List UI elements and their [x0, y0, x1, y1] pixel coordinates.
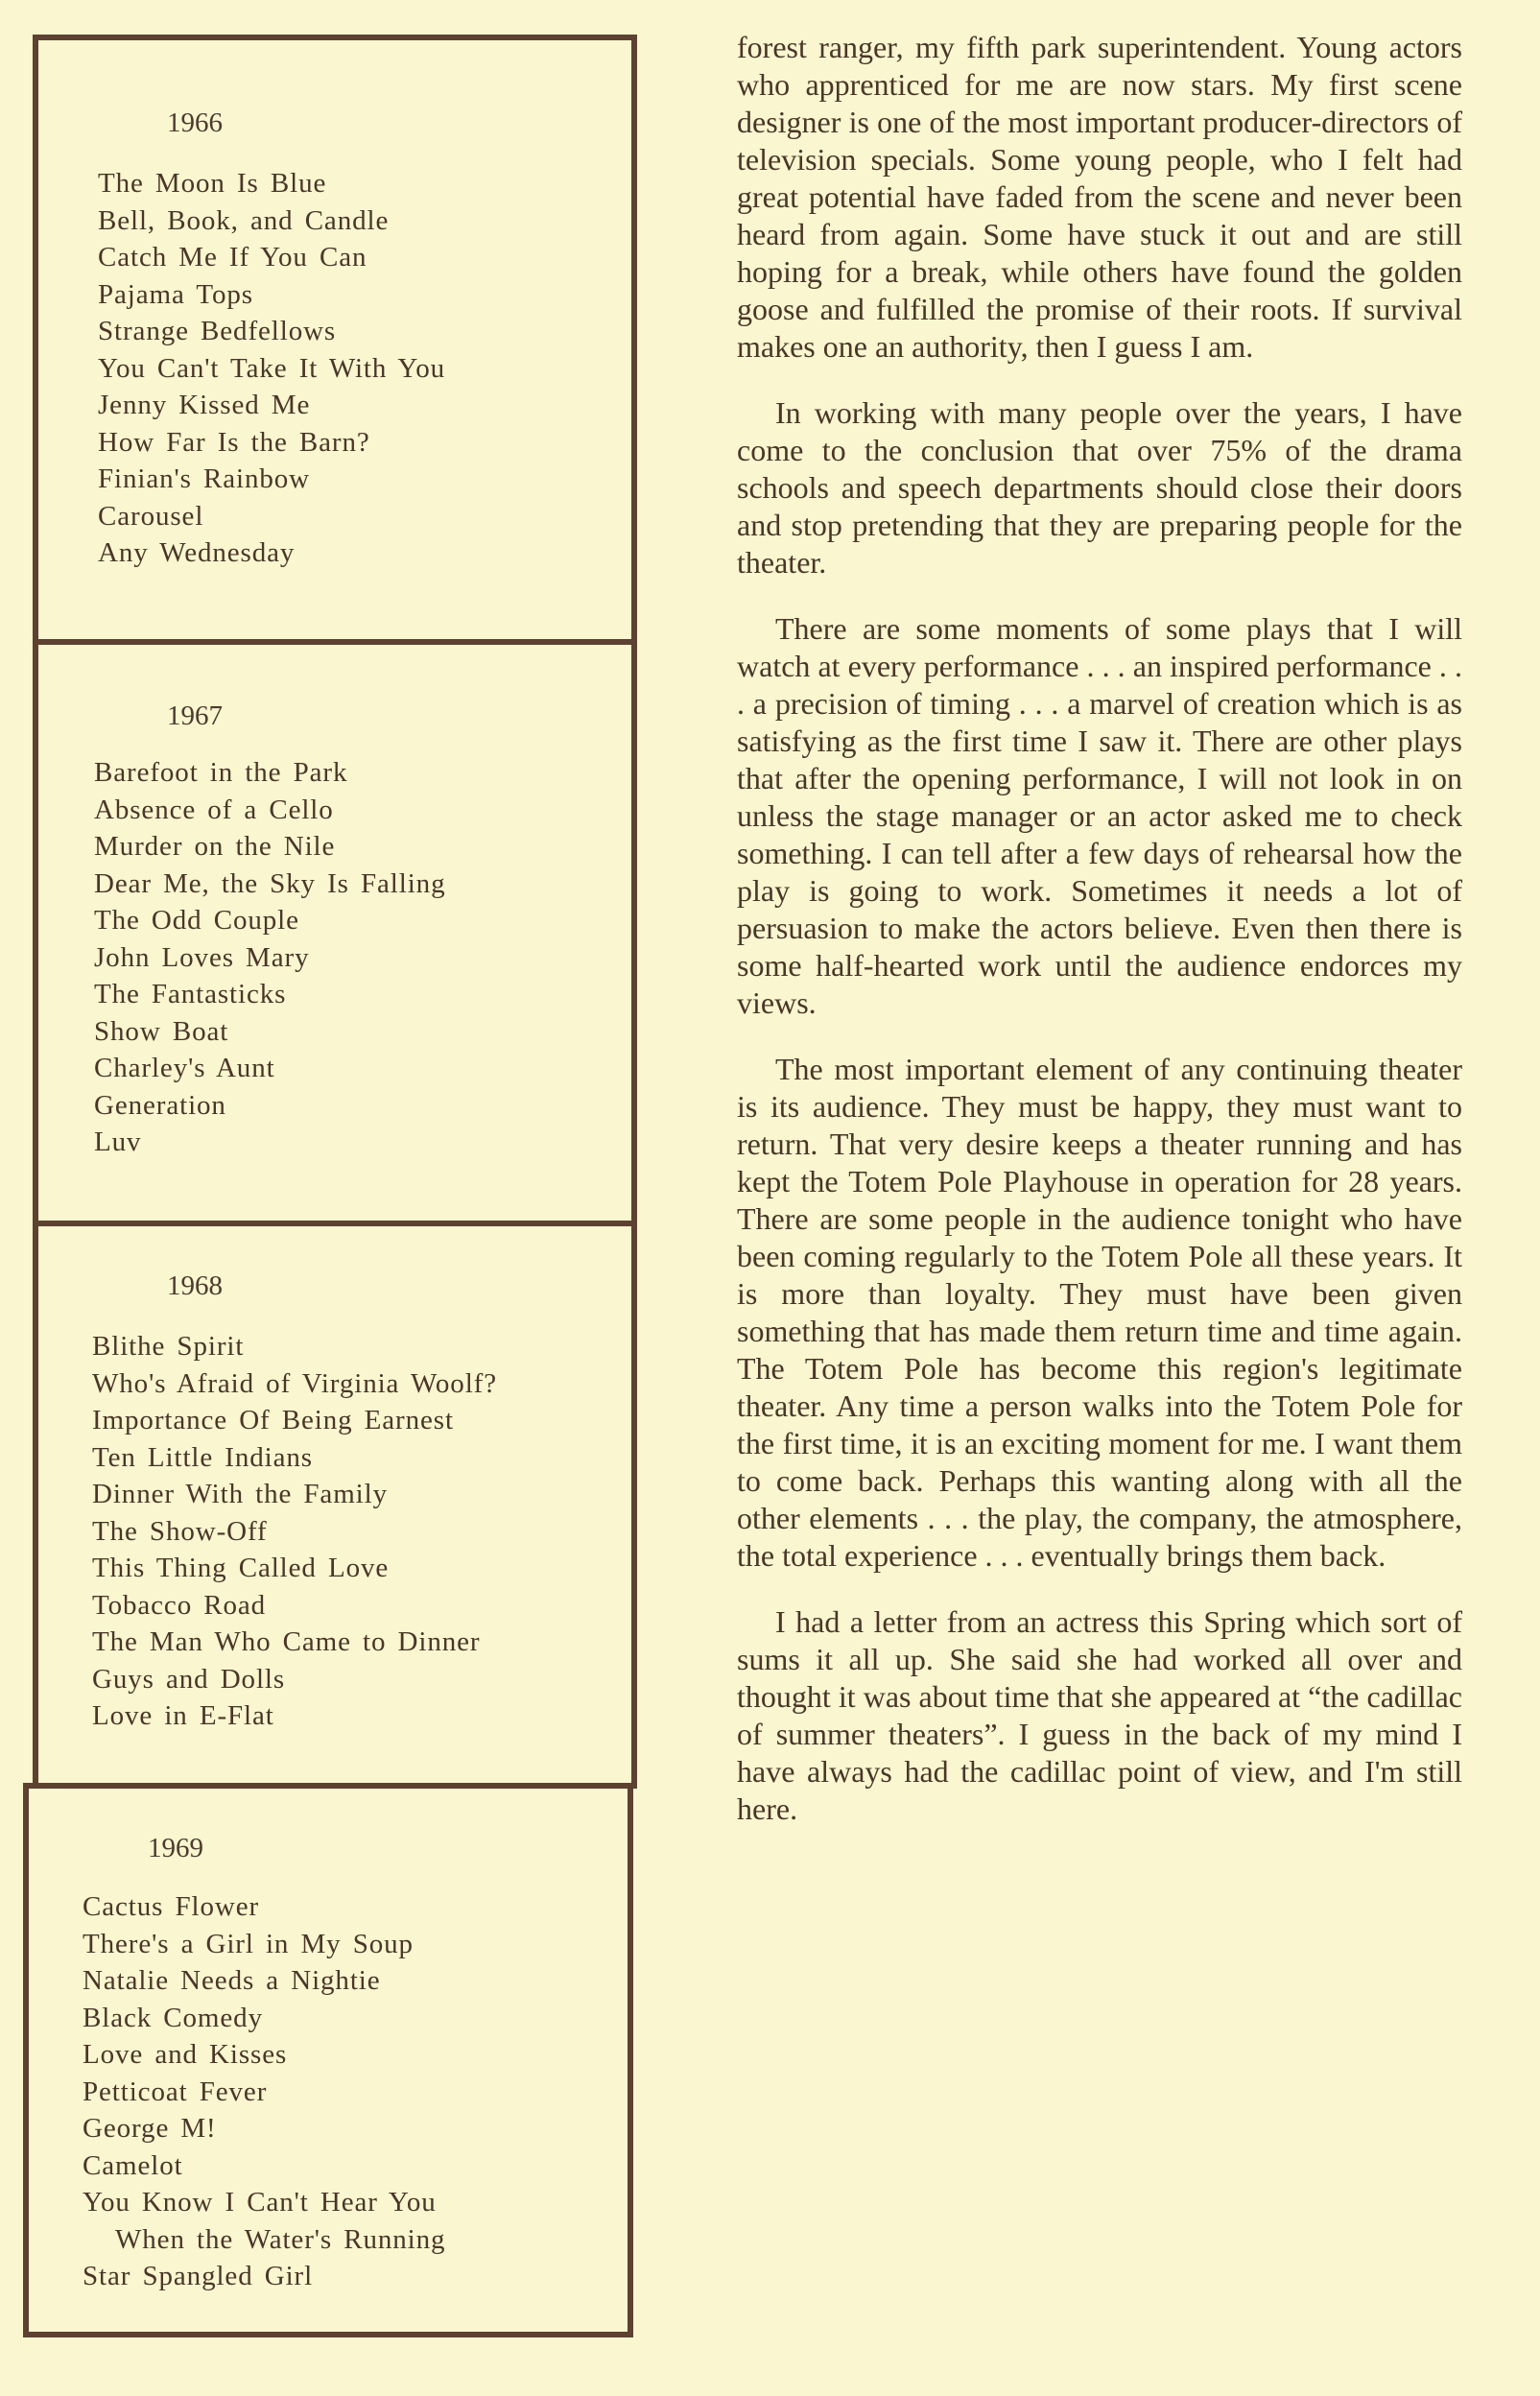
season-year: 1968	[167, 1270, 223, 1301]
play-title: Any Wednesday	[98, 537, 296, 568]
play-title: Star Spangled Girl	[83, 2261, 314, 2291]
play-title: Ten Little Indians	[92, 1441, 313, 1473]
play-title: Petticoat Fever	[83, 2076, 268, 2107]
play-title: Camelot	[83, 2149, 183, 2181]
play-title: Bell, Book, and Candle	[98, 204, 390, 236]
play-title: Strange Bedfellows	[98, 316, 337, 346]
play-title: Catch Me If You Can	[98, 242, 367, 273]
season-box-1966	[33, 35, 637, 645]
season-year: 1966	[167, 107, 223, 138]
article-text	[737, 29, 1462, 1828]
play-title: Blithe Spirit	[92, 1331, 245, 1362]
play-title: Show Boat	[94, 1015, 229, 1047]
play-title: You Can't Take It With You	[98, 352, 446, 384]
play-title: There's a Girl in My Soup	[83, 1928, 414, 1959]
play-title: Absence of a Cello	[94, 794, 334, 825]
play-title: Cactus Flower	[83, 1891, 260, 1922]
play-list	[94, 754, 622, 1161]
play-title: George M!	[83, 2113, 217, 2144]
play-title: Guys and Dolls	[92, 1663, 286, 1695]
article-paragraph: The most important element of any continuing theater is its audience. They must be happy, they must want to return. That very desire keeps a theater running and has kept the Totem Pole Playhouse in operation for 28 years. There are some people in the audience tonight who have been coming regularly to the Totem Pole all these years. It is more than loyalty. They must have been given something that has made them return time and time again. The Totem Pole has become this region's legitimate theater. Any time a person walks into the Totem Pole for the first time, it is an exciting moment for me. I want them to come back. Perhaps this wanting along with all the other elements . . . the play, the company, the atmosphere, the total experience . . . eventually brings them back.	[737, 1052, 1462, 1573]
play-title: Dinner With the Family	[92, 1479, 388, 1509]
play-title: Murder on the Nile	[94, 831, 336, 862]
play-title: Pajama Tops	[98, 278, 253, 310]
play-title: The Fantasticks	[94, 979, 287, 1009]
play-title: You Know I Can't Hear You	[83, 2187, 437, 2218]
article-paragraph: In working with many people over the years, I have come to the conclusion that over 75% of the drama schools and speech departments should close their doors and stop pretending that they are preparing people for the theater.	[737, 395, 1462, 580]
play-list	[92, 1328, 622, 1735]
play-title: The Man Who Came to Dinner	[92, 1626, 481, 1657]
play-title: This Thing Called Love	[92, 1553, 390, 1583]
play-title: The Show-Off	[92, 1515, 268, 1547]
play-title: The Moon Is Blue	[98, 168, 327, 199]
play-title: Finian's Rainbow	[98, 463, 310, 494]
play-title: Dear Me, the Sky Is Falling	[94, 867, 446, 899]
play-title: Generation	[94, 1089, 226, 1121]
play-title: Barefoot in the Park	[94, 757, 348, 788]
play-title: Love and Kisses	[83, 2039, 288, 2070]
play-title: Tobacco Road	[92, 1589, 267, 1621]
play-title: John Loves Mary	[94, 941, 310, 973]
play-title: Natalie Needs a Nightie	[83, 1965, 381, 1996]
article-paragraph: There are some moments of some plays that I will watch at every performance . . . an inspired performance . . . a precision of timing . . . a marvel of creation which is as satisfying as the first time I saw it. There are other plays that after the opening performance, I will not look in on unless the stage manager or an actor asked me to check something. I can tell after a few days of rehearsal how the play is going to work. Sometimes it needs a lot of persuasion to make the actors believe. Even then there is some half-hearted work until the audience endorces my views.	[737, 611, 1462, 1020]
season-box-1967	[33, 639, 637, 1226]
article-paragraph: I had a letter from an actress this Spring which sort of sums it all up. She said she had worked all over and thought it was about time that she appeared at “the cadillac of summer theaters”. I guess in the back of my mind I have always had the cadillac point of view, and I'm still here.	[737, 1604, 1462, 1826]
play-list	[98, 165, 622, 572]
play-title: Luv	[94, 1127, 142, 1157]
play-title: When the Water's Running	[115, 2223, 446, 2255]
play-title: Carousel	[98, 500, 204, 532]
article-paragraph: forest ranger, my fifth park superintendent. Young actors who apprenticed for me are now stars. My first scene designer is one of the most important producer-directors of television specials. Some young people, who I felt had great potential have faded from the scene and never been heard from again. Some have stuck it out and are still hoping for a break, while others have found the golden goose and fulfilled the promise of their roots. If survival makes one an authority, then I guess I am.	[737, 30, 1462, 364]
play-title: Charley's Aunt	[94, 1053, 275, 1083]
play-list	[83, 1888, 618, 2295]
season-box-1969	[23, 1783, 633, 2337]
season-box-1968	[33, 1221, 637, 1789]
play-title: Who's Afraid of Virginia Woolf?	[92, 1367, 497, 1399]
play-title: Black Comedy	[83, 2002, 263, 2033]
play-title: The Odd Couple	[94, 905, 299, 936]
play-title: Love in E-Flat	[92, 1700, 274, 1731]
season-year: 1969	[148, 1833, 203, 1863]
play-title: How Far Is the Barn?	[98, 426, 370, 458]
play-title: Jenny Kissed Me	[98, 390, 311, 420]
play-title: Importance Of Being Earnest	[92, 1405, 454, 1435]
season-year: 1967	[167, 700, 223, 731]
